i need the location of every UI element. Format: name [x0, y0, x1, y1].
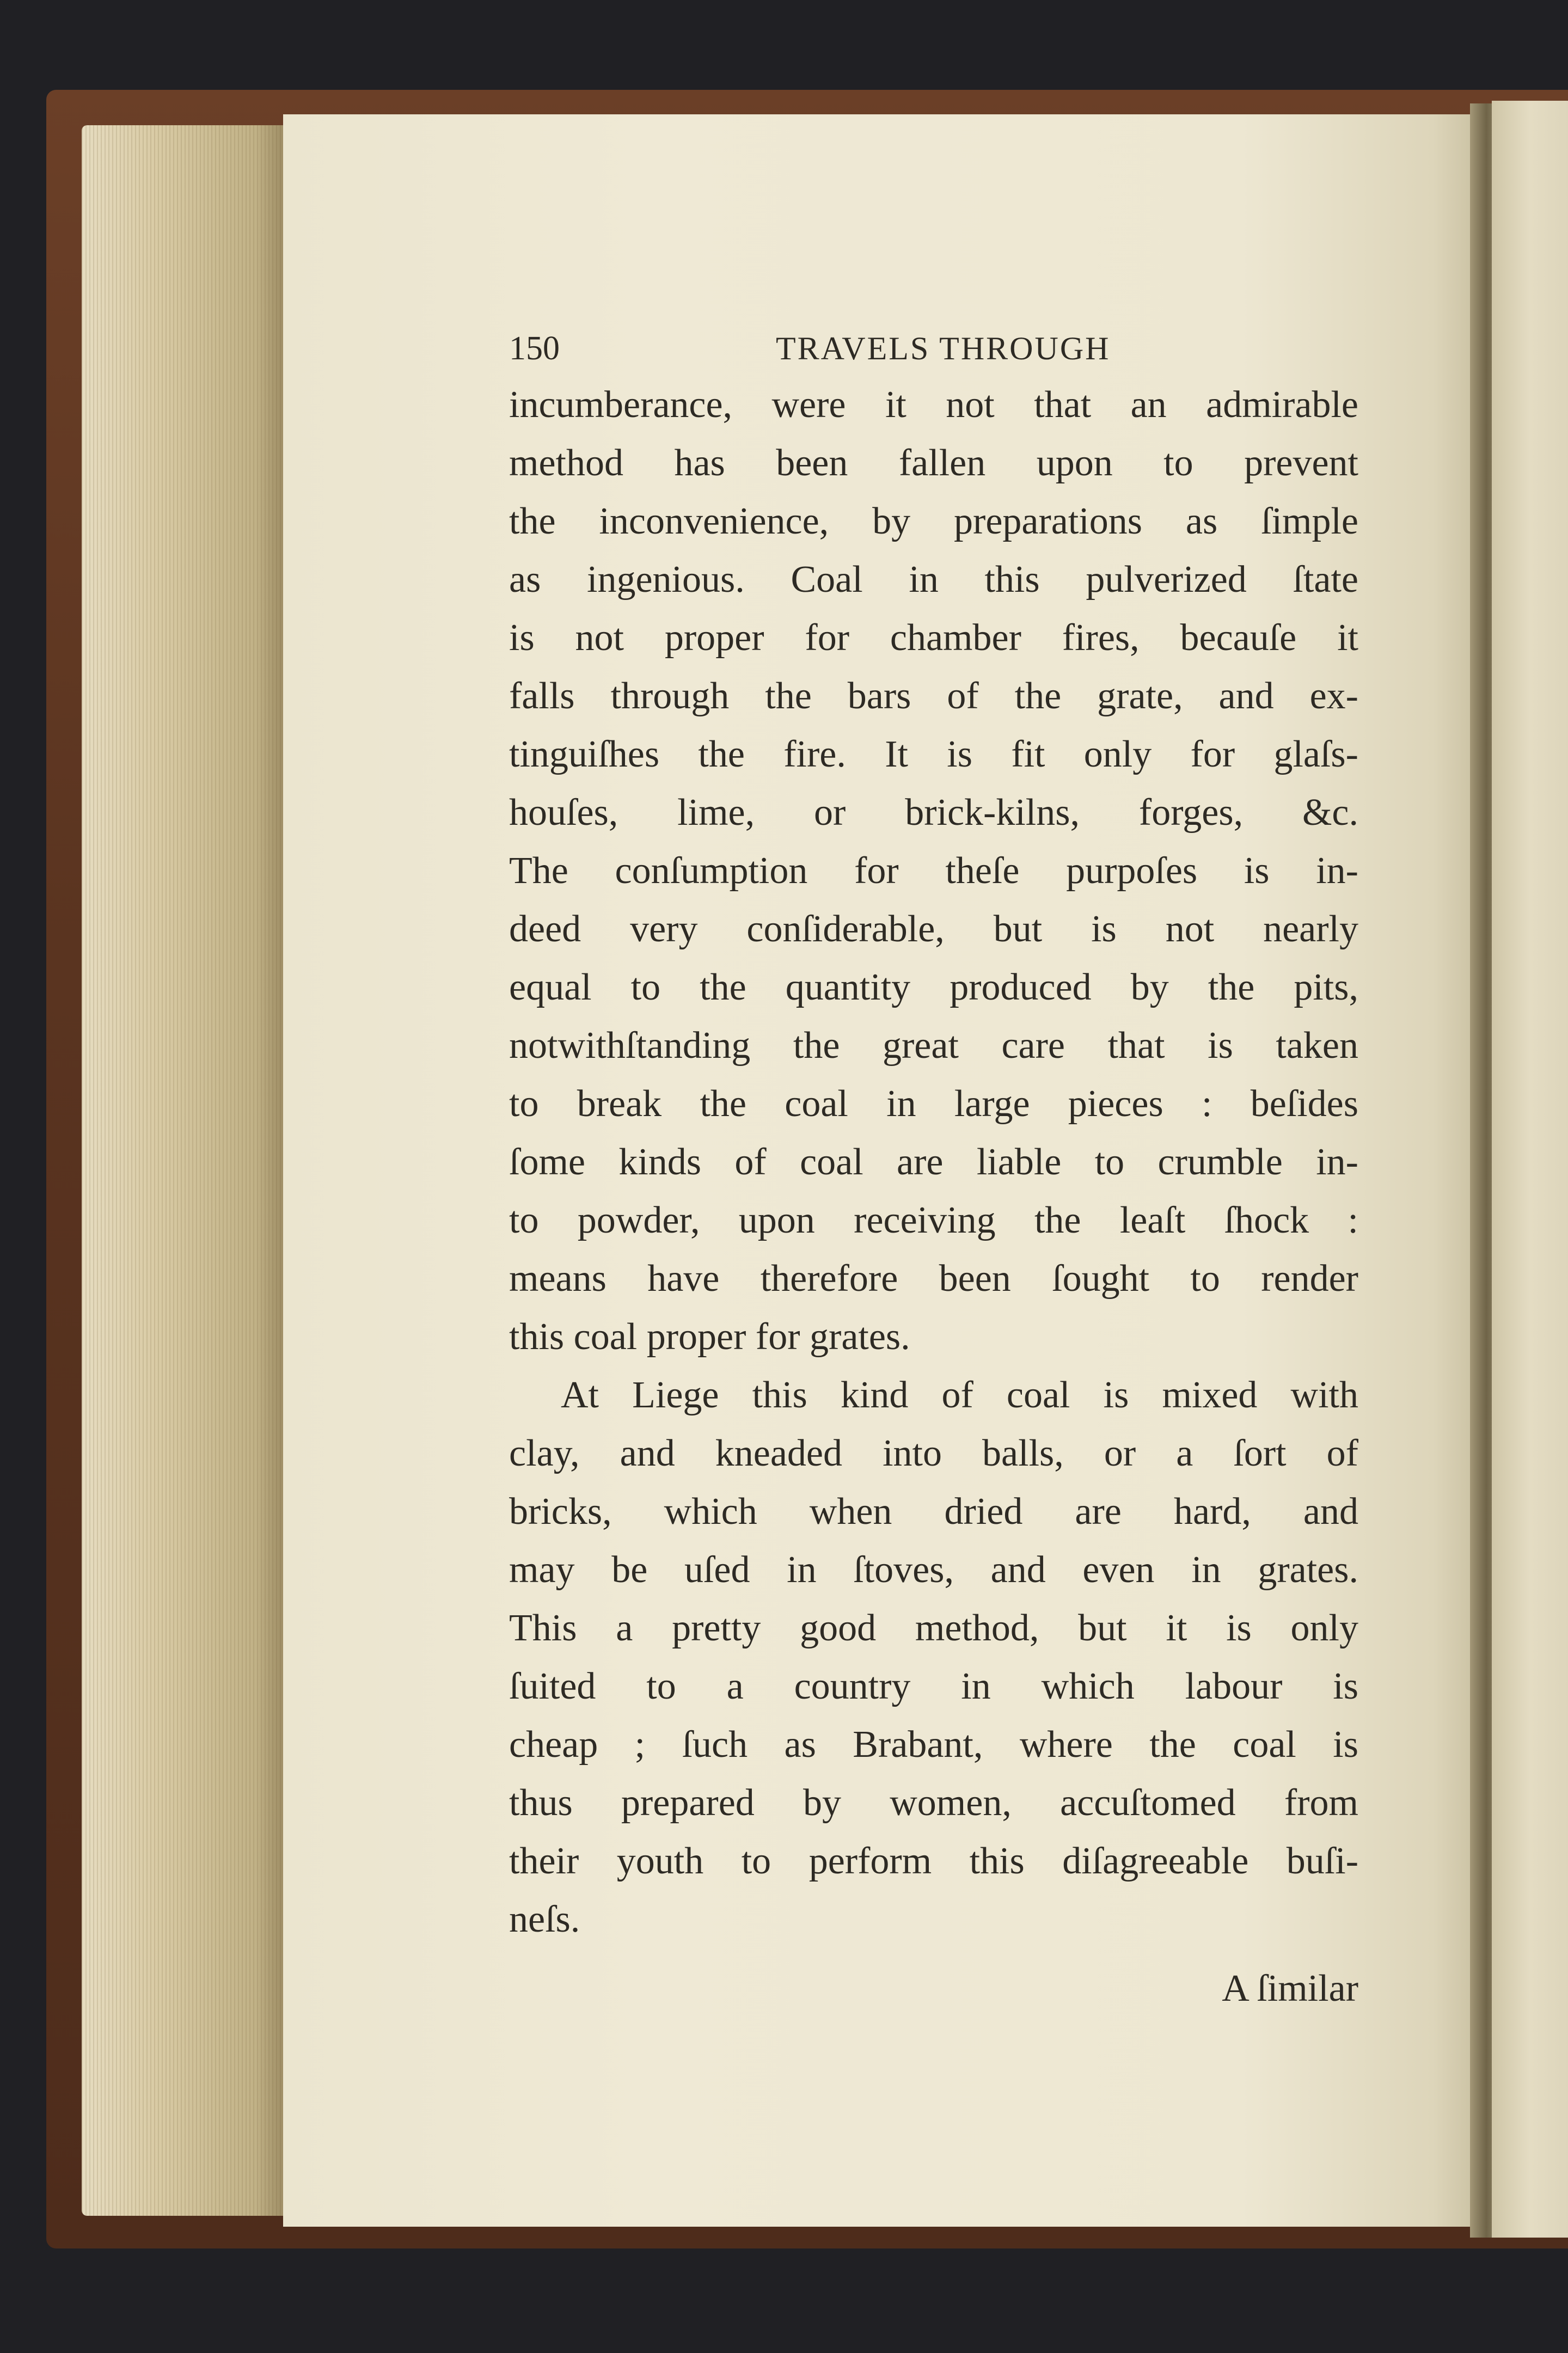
page-number: 150: [509, 330, 560, 367]
page-text: [509, 321, 1358, 2018]
running-title: TRAVELS THROUGH: [776, 330, 1111, 366]
paragraph-1: [509, 376, 1358, 1366]
text-line: At Liege this kind of coal is mixed with: [561, 1374, 1358, 1416]
text-line: ſuited to a country in which labour is: [509, 1665, 1358, 1707]
text-line: this coal proper for grates.: [509, 1316, 910, 1358]
text-line: as ingenious. Coal in this pulverized ſtate: [509, 559, 1358, 600]
paragraph-2: [509, 1366, 1358, 1948]
text-line: incumberance, were it not that an admirable: [509, 384, 1358, 426]
text-line: falls through the bars of the grate, and ex-: [509, 675, 1358, 717]
catchword: A ſimilar: [1222, 1968, 1358, 2009]
text-line: houſes, lime, or brick-kilns, forges, &c.: [509, 792, 1358, 834]
text-line: their youth to perform this diſagreeable buſi-: [509, 1840, 1358, 1882]
text-line: the inconvenience, by preparations as ſimple: [509, 500, 1358, 542]
text-line: method has been fallen upon to prevent: [509, 442, 1358, 484]
text-line: cheap ; ſuch as Brabant, where the coal is: [509, 1724, 1358, 1766]
text-line: deed very conſiderable, but is not nearly: [509, 908, 1358, 950]
text-line: bricks, which when dried are hard, and: [509, 1491, 1358, 1533]
facing-page-edge: [1492, 101, 1568, 2238]
text-line: clay, and kneaded into balls, or a ſort of: [509, 1432, 1358, 1474]
text-line: The conſumption for theſe purpoſes is in-: [509, 850, 1358, 892]
text-line: notwithſtanding the great care that is taken: [509, 1025, 1358, 1067]
page-header: [509, 321, 1358, 376]
text-line: equal to the quantity produced by the pits,: [509, 966, 1358, 1008]
text-line: This a pretty good method, but it is only: [509, 1607, 1358, 1649]
text-line: thus prepared by women, accuſtomed from: [509, 1782, 1358, 1824]
text-line: neſs.: [509, 1898, 580, 1940]
text-line: to powder, upon receiving the leaſt ſhock :: [509, 1199, 1358, 1241]
text-line: is not proper for chamber fires, becauſe it: [509, 617, 1358, 659]
text-line: to break the coal in large pieces : beſides: [509, 1083, 1358, 1125]
text-line: may be uſed in ſtoves, and even in grates.: [509, 1549, 1358, 1591]
text-line: means have therefore been ſought to render: [509, 1258, 1358, 1300]
text-line: ſome kinds of coal are liable to crumble in-: [509, 1141, 1358, 1183]
text-line: tinguiſhes the fire. It is fit only for glaſs-: [509, 733, 1358, 775]
